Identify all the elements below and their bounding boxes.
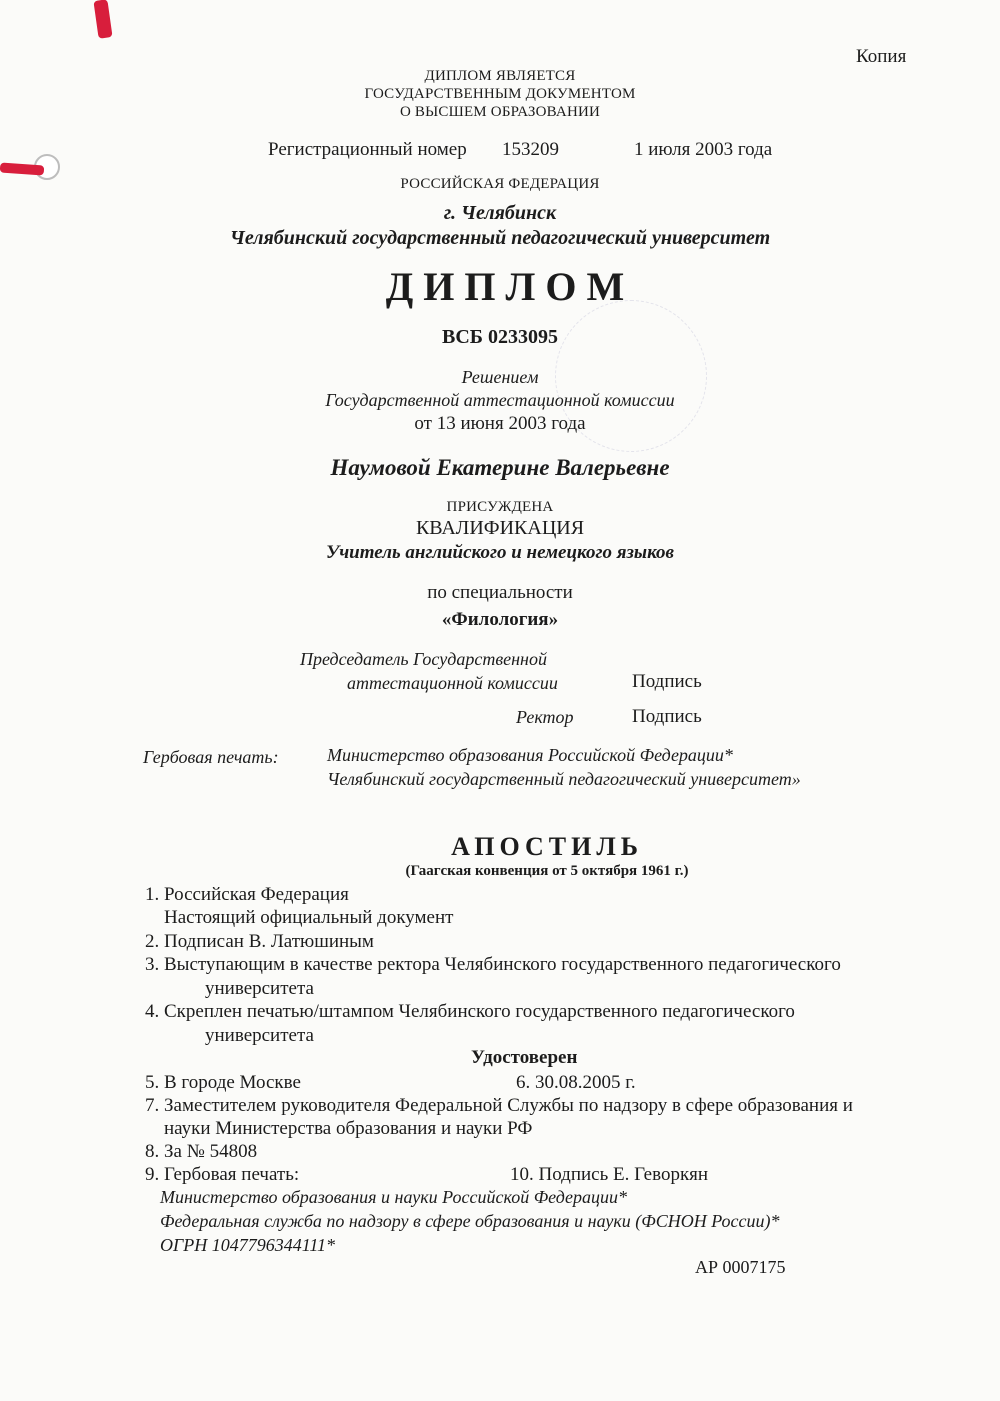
specialty: «Филология» [441,609,559,630]
chair-title-line-1: Председатель Государственной [300,649,547,669]
diploma-title: ДИПЛОМ [385,264,635,309]
apostille-item-4-continued: университета [205,1025,314,1046]
apostille-item-9: 9. Гербовая печать: [145,1164,300,1185]
apostille-item-7-continued: науки Министерства образования и науки РФ [164,1118,533,1139]
seal-line-1: Министерство образования Российской Федерации* [327,745,733,765]
apostille-subtitle: (Гаагская конвенция от 5 октября 1961 г.) [405,863,689,879]
qualification-label: КВАЛИФИКАЦИЯ [415,517,585,539]
header-line-3: О ВЫСШЕМ ОБРАЗОВАНИИ [399,104,601,120]
apostille-item-2: 2. Подписан В. Латюшиным [145,931,374,952]
diploma-number: ВСБ 0233095 [441,326,558,348]
apostille-item-1: 1. Российская Федерация [145,884,349,905]
header-line-1: ДИПЛОМ ЯВЛЯЕТСЯ [424,68,576,84]
copy-mark: Копия [856,46,907,67]
apostille-item-6: 6. 30.08.2005 г. [516,1072,636,1093]
apostille-number: АР 0007175 [695,1257,786,1277]
apostille-ogrn: ОГРН 1047796344111* [160,1235,336,1255]
apostille-item-1-document: Настоящий официальный документ [164,907,454,928]
apostille-seal-line-2: Федеральная служба по надзору в сфере образования и науки (ФСНОН России)* [160,1211,780,1231]
rector-signature: Подпись [632,706,702,727]
header-line-2: ГОСУДАРСТВЕННЫМ ДОКУМЕНТОМ [364,86,636,102]
decision-date: от 13 июня 2003 года [414,413,586,434]
registration-number: 153209 [502,139,559,160]
decision-line-2: Государственной аттестационной комиссии [325,390,675,410]
apostille-certified: Удостоверен [471,1047,578,1068]
city: г. Челябинск [443,202,557,224]
apostille-item-7: 7. Заместителем руководителя Федеральной Службы по надзору в сфере образования и [145,1095,853,1116]
country: РОССИЙСКАЯ ФЕДЕРАЦИЯ [400,176,600,192]
registration-label: Регистрационный номер [268,139,467,160]
apostille-item-10: 10. Подпись Е. Геворкян [510,1164,709,1185]
registration-date: 1 июля 2003 года [634,139,773,160]
rector-label: Ректор [516,707,574,727]
apostille-title: АПОСТИЛЬ [451,832,643,861]
apostille-seal-line-1: Министерство образования и науки Российской Федерации* [160,1187,628,1207]
apostille-item-3: 3. Выступающим в качестве ректора Челябинского государственного педагогического [145,954,841,975]
apostille-item-8: 8. За № 54808 [145,1141,258,1162]
specialty-label: по специальности [427,582,573,603]
apostille-item-5: 5. В городе Москве [145,1072,301,1093]
recipient-name: Наумовой Екатерине Валерьевне [330,455,670,480]
seal-line-2: Челябинский государственный педагогический университет» [327,769,801,789]
seal-label: Гербовая печать: [143,747,279,767]
binding-thread [93,0,112,39]
apostille-item-3-continued: университета [205,978,314,999]
chair-signature: Подпись [632,671,702,692]
binding-thread-through-hole [0,162,44,175]
qualification: Учитель английского и немецкого языков [325,542,675,563]
decision-line-1: Решением [461,367,539,387]
university: Челябинский государственный педагогический университет [229,227,771,249]
awarded-label: ПРИСУЖДЕНА [446,499,554,515]
chair-title-line-2: аттестационной комиссии [347,673,558,693]
apostille-item-4: 4. Скреплен печатью/штампом Челябинского государственного педагогического [145,1001,795,1022]
